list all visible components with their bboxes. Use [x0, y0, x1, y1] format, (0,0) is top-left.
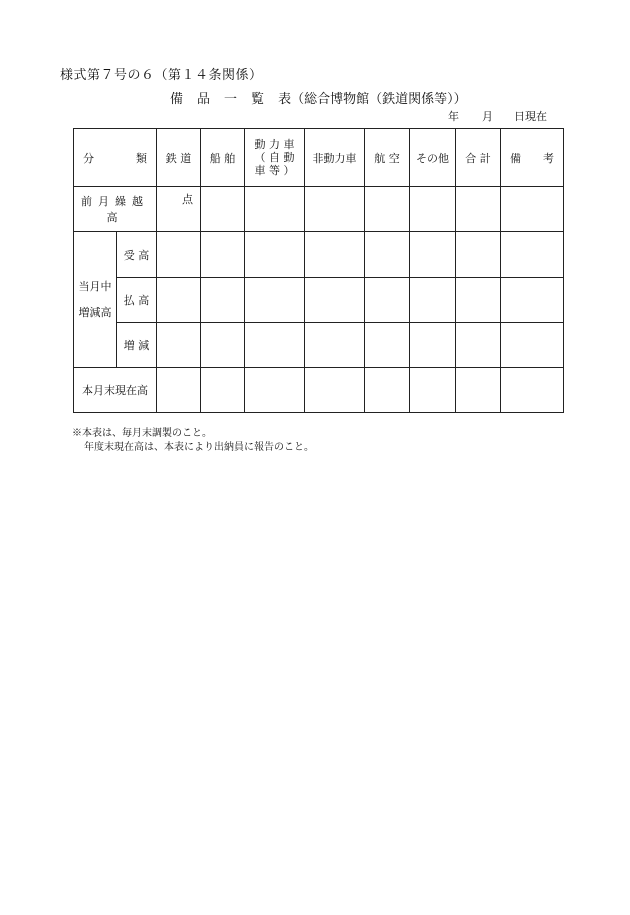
table-cell	[201, 368, 245, 413]
month-end-row	[74, 368, 564, 413]
table-cell	[201, 187, 245, 232]
inventory-table	[73, 128, 564, 413]
table-cell	[245, 278, 305, 323]
table-cell	[456, 368, 501, 413]
header-row	[74, 129, 564, 187]
table-cell	[201, 278, 245, 323]
table-cell	[456, 323, 501, 368]
net-change-label: 増 減	[117, 323, 157, 368]
table-cell	[157, 368, 201, 413]
table-cell	[501, 187, 564, 232]
table-cell	[501, 278, 564, 323]
date-day: 日現在	[514, 110, 547, 123]
date-year: 年	[448, 110, 459, 123]
table-cell	[245, 323, 305, 368]
month-end-label: 本月末現在高	[74, 368, 157, 413]
table-cell	[365, 323, 410, 368]
remarks-header: 備 考	[501, 129, 564, 187]
receipts-row	[74, 232, 564, 278]
table-cell	[456, 232, 501, 278]
total-header: 合 計	[456, 129, 501, 187]
carryover-label: 前月繰越高	[74, 187, 157, 232]
table-cell	[456, 278, 501, 323]
motor-vehicle-header: 動 力 車 （ 自 動 車 等 ）	[245, 129, 305, 187]
table-cell	[305, 232, 365, 278]
table-cell	[501, 232, 564, 278]
other-header: その他	[410, 129, 456, 187]
page-title	[170, 88, 467, 107]
table-cell	[157, 278, 201, 323]
date-month: 月	[482, 110, 493, 123]
table-cell	[365, 232, 410, 278]
table-cell	[365, 187, 410, 232]
table-cell	[410, 323, 456, 368]
railway-header: 鉄 道	[157, 129, 201, 187]
category-header: 分 類	[74, 129, 157, 187]
title-part: 覧	[251, 92, 265, 107]
net-change-row	[74, 323, 564, 368]
table-cell	[365, 278, 410, 323]
note-line: 年度末現在高は、本表により出納員に報告のこと。	[84, 442, 314, 453]
title-part: 一	[224, 92, 238, 107]
note-line: ※本表は、毎月末調製のこと。	[72, 428, 212, 439]
table-cell	[501, 323, 564, 368]
unit-label: 点	[157, 187, 201, 232]
table-cell	[201, 323, 245, 368]
table-cell	[410, 232, 456, 278]
table-cell	[157, 232, 201, 278]
form-number: 様式第７号の６（第１４条関係）	[60, 68, 263, 83]
increase-decrease-label: 当月中 増減高	[74, 232, 117, 368]
carryover-row	[74, 187, 564, 232]
title-part: 品	[197, 92, 211, 107]
table-cell	[410, 278, 456, 323]
table-cell	[501, 368, 564, 413]
disbursements-label: 払 高	[117, 278, 157, 323]
table-cell	[410, 187, 456, 232]
table-cell	[305, 368, 365, 413]
table-cell	[305, 278, 365, 323]
receipts-label: 受 高	[117, 232, 157, 278]
table-cell	[456, 187, 501, 232]
table-cell	[201, 232, 245, 278]
table-cell	[305, 323, 365, 368]
table-cell	[157, 323, 201, 368]
title-part: 備	[170, 92, 184, 107]
disbursements-row	[74, 278, 564, 323]
table-cell	[245, 232, 305, 278]
non-motor-header: 非動力車	[305, 129, 365, 187]
table-cell	[245, 368, 305, 413]
table-cell	[410, 368, 456, 413]
table-cell	[365, 368, 410, 413]
aviation-header: 航 空	[365, 129, 410, 187]
title-part: 表（総合博物館（鉄道関係等））	[278, 92, 467, 107]
ship-header: 船 舶	[201, 129, 245, 187]
table-cell	[305, 187, 365, 232]
table-cell	[245, 187, 305, 232]
